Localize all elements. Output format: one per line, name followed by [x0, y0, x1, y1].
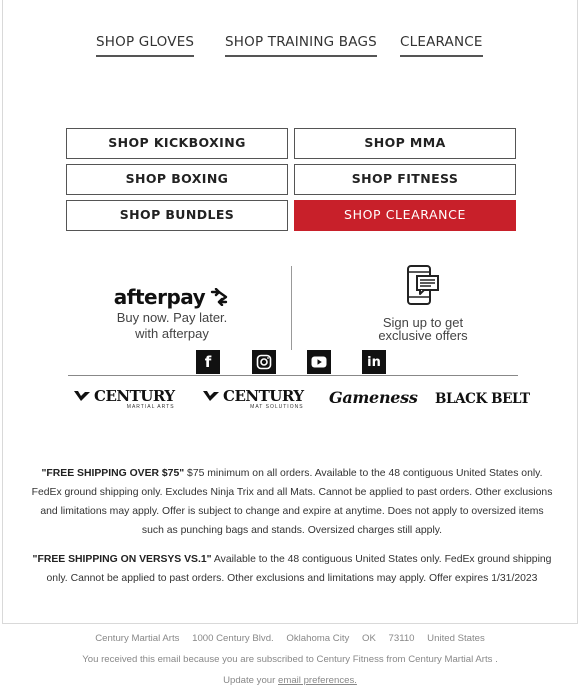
- afterpay-line2: with afterpay: [135, 326, 209, 341]
- social-links: [3, 350, 579, 375]
- nav-shop-gloves[interactable]: SHOP GLOVES: [96, 34, 194, 57]
- footer-update-prefix: Update your: [223, 675, 276, 686]
- footer-preferences: [0, 675, 580, 686]
- footer-state: OK: [361, 633, 376, 644]
- youtube-icon: [311, 356, 327, 368]
- century-mat-sub: MAT SOLUTIONS: [250, 404, 304, 410]
- fineprint-shipping-75-text: $75 minimum on all orders. Available to the 48 contiguous United States only. FedEx ground shipping only. Excludes Ninja Trix and all Mats. Cannot be applied to past orders. Other exclusions and limitations may apply. Offer is subject to change and expire at anytime. Does not apply to oversized items such as punching bags and stands. Oversized charges still apply.: [31, 468, 553, 536]
- shop-mma-button[interactable]: SHOP MMA: [294, 128, 516, 159]
- footer-city: Oklahoma City: [286, 633, 350, 644]
- brand-logos: [3, 388, 579, 418]
- afterpay-promo[interactable]: [67, 285, 277, 341]
- facebook-link[interactable]: [196, 350, 220, 374]
- shop-kickboxing-button[interactable]: SHOP KICKBOXING: [66, 128, 288, 159]
- shop-boxing-button[interactable]: SHOP BOXING: [66, 164, 288, 195]
- youtube-link[interactable]: [307, 350, 331, 374]
- century-ma-sub: MARTIAL ARTS: [126, 404, 175, 410]
- century-martial-arts-logo[interactable]: [73, 388, 175, 410]
- offers-line2: exclusive offers: [378, 328, 468, 343]
- black-belt-name: BLACK BELT: [435, 391, 530, 407]
- offers-signup[interactable]: [343, 264, 503, 342]
- email-body: [2, 0, 578, 624]
- fineprint-shipping-75-title: "FREE SHIPPING OVER $75": [41, 468, 185, 479]
- afterpay-line1: Buy now. Pay later.: [116, 310, 228, 325]
- century-chevron-icon: [202, 388, 220, 404]
- fineprint-versys-title: "FREE SHIPPING ON VERSYS VS.1": [32, 554, 212, 565]
- offers-line1: Sign up to get: [382, 315, 464, 330]
- afterpay-logo-text: afterpay: [113, 285, 206, 309]
- phone-chat-icon: [406, 264, 440, 306]
- footer-reason: You received this email because you are subscribed to Century Fitness from Century Martial Arts .: [82, 654, 498, 665]
- footer-company: Century Martial Arts: [95, 633, 180, 644]
- shop-clearance-button[interactable]: SHOP CLEARANCE: [294, 200, 516, 231]
- footer-street: 1000 Century Blvd.: [192, 633, 274, 644]
- gameness-name: Gameness: [329, 388, 418, 407]
- century-mat-solutions-logo[interactable]: [202, 388, 304, 410]
- fineprint-versys: [31, 550, 553, 588]
- email-preferences-link[interactable]: email preferences.: [278, 675, 357, 686]
- gameness-logo[interactable]: [329, 390, 418, 406]
- fineprint-versys-text: Available to the 48 contiguous United States only. FedEx ground shipping only. Cannot be applied to past orders. Other exclusions and limitations may apply. Offer expires 1/31/2023: [46, 554, 552, 584]
- shop-fitness-button[interactable]: SHOP FITNESS: [294, 164, 516, 195]
- linkedin-icon: in: [367, 354, 381, 370]
- facebook-icon: f: [204, 353, 212, 371]
- nav-shop-training-bags[interactable]: SHOP TRAINING BAGS: [225, 34, 377, 57]
- top-nav: [3, 34, 579, 58]
- century-ma-name: CENTURY: [94, 387, 175, 405]
- promo-divider: [291, 266, 292, 350]
- fineprint-shipping-75: [31, 464, 553, 540]
- linkedin-link[interactable]: [362, 350, 386, 374]
- footer-zip: 73110: [388, 633, 415, 644]
- social-rule: [68, 375, 518, 376]
- century-chevron-icon: [73, 388, 91, 404]
- footer-country: United States: [427, 633, 485, 644]
- shop-button-grid: [66, 128, 518, 232]
- black-belt-logo[interactable]: [435, 391, 530, 407]
- instagram-link[interactable]: [252, 350, 276, 374]
- footer-address: [0, 633, 580, 644]
- nav-clearance[interactable]: CLEARANCE: [400, 34, 483, 57]
- afterpay-arrows-icon: [208, 288, 230, 306]
- century-mat-name: CENTURY: [223, 387, 304, 405]
- shop-bundles-button[interactable]: SHOP BUNDLES: [66, 200, 288, 231]
- instagram-icon: [256, 354, 272, 370]
- afterpay-logo: [114, 285, 230, 309]
